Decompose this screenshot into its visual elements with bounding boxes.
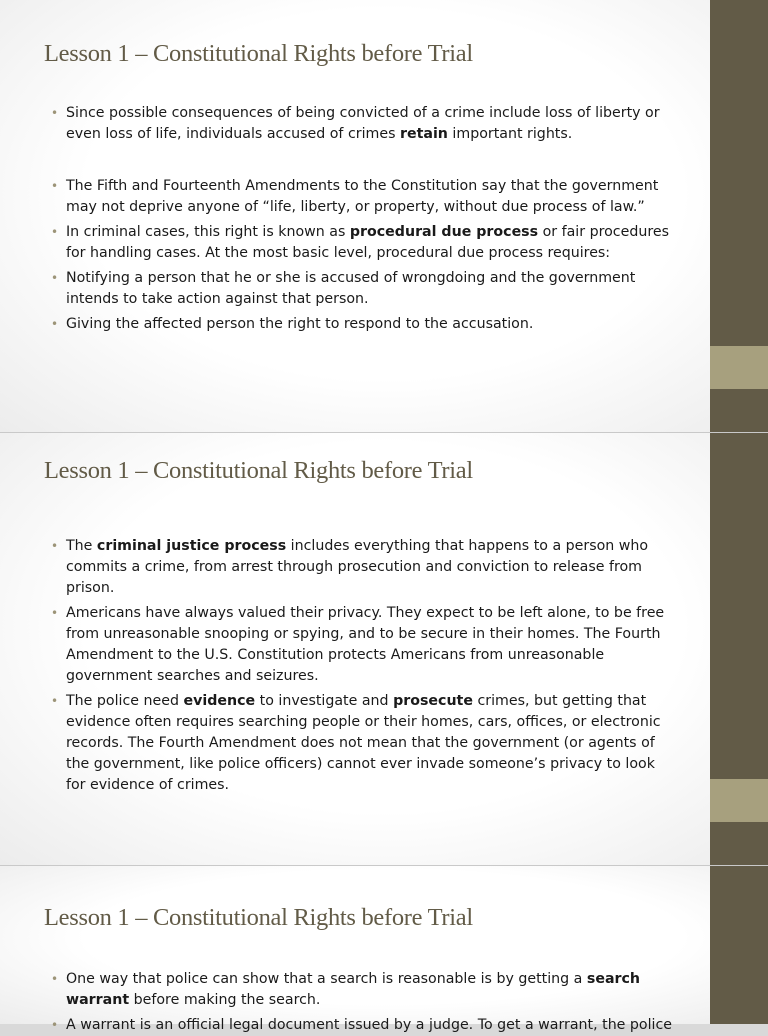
slide-3 — [0, 866, 768, 1033]
slide-side-accent — [710, 346, 768, 389]
bullet-list — [48, 103, 678, 335]
slide-2 — [0, 433, 768, 865]
bullet-item: • The police need evidence to investigate and prosecute crimes, but getting that evidence often requires searching people or their homes, cars, offices, or electronic records. The Fourth Amendment does not mean that the government (or agents of the government, like police officers) cannot ever invade someone’s privacy to look for evidence of crimes. — [48, 691, 678, 796]
bullet-item: • Notifying a person that he or she is accused of wrongdoing and the government intends to take action against that person. — [48, 268, 678, 310]
slide-title: Lesson 1 – Constitutional Rights before Trial — [44, 904, 473, 931]
bullet-item: • Since possible consequences of being convicted of a crime include loss of liberty or even loss of life, individuals accused of crimes retain important rights. — [48, 103, 678, 145]
bullet-item: • Americans have always valued their privacy. They expect to be left alone, to be free from unreasonable snooping or spying, and to be secure in their homes. The Fourth Amendment to the U.S. Constitution protects Americans from unreasonable government searches and seizures. — [48, 603, 678, 687]
bullet-item: • The Fifth and Fourteenth Amendments to the Constitution say that the government may not deprive anyone of “life, liberty, or property, without due process of law.” — [48, 176, 678, 218]
slide-side-band — [710, 866, 768, 1024]
bullet-list — [48, 536, 678, 796]
slide-side-accent — [710, 779, 768, 822]
slide-title: Lesson 1 – Constitutional Rights before Trial — [44, 457, 473, 484]
bullet-list — [48, 969, 678, 1036]
bullet-item: • One way that police can show that a search is reasonable is by getting a search warrant before making the search. — [48, 969, 678, 1011]
bullet-item: • A warrant is an official legal document issued by a judge. To get a warrant, the police — [48, 1015, 678, 1036]
bullet-item: • The criminal justice process includes everything that happens to a person who commits a crime, from arrest through prosecution and conviction to release from prison. — [48, 536, 678, 599]
slide-1 — [0, 0, 768, 432]
slide-title: Lesson 1 – Constitutional Rights before Trial — [44, 40, 473, 67]
bullet-item: • Giving the affected person the right to respond to the accusation. — [48, 314, 678, 335]
bullet-item: • In criminal cases, this right is known as procedural due process or fair procedures for handling cases. At the most basic level, procedural due process requires: — [48, 222, 678, 264]
